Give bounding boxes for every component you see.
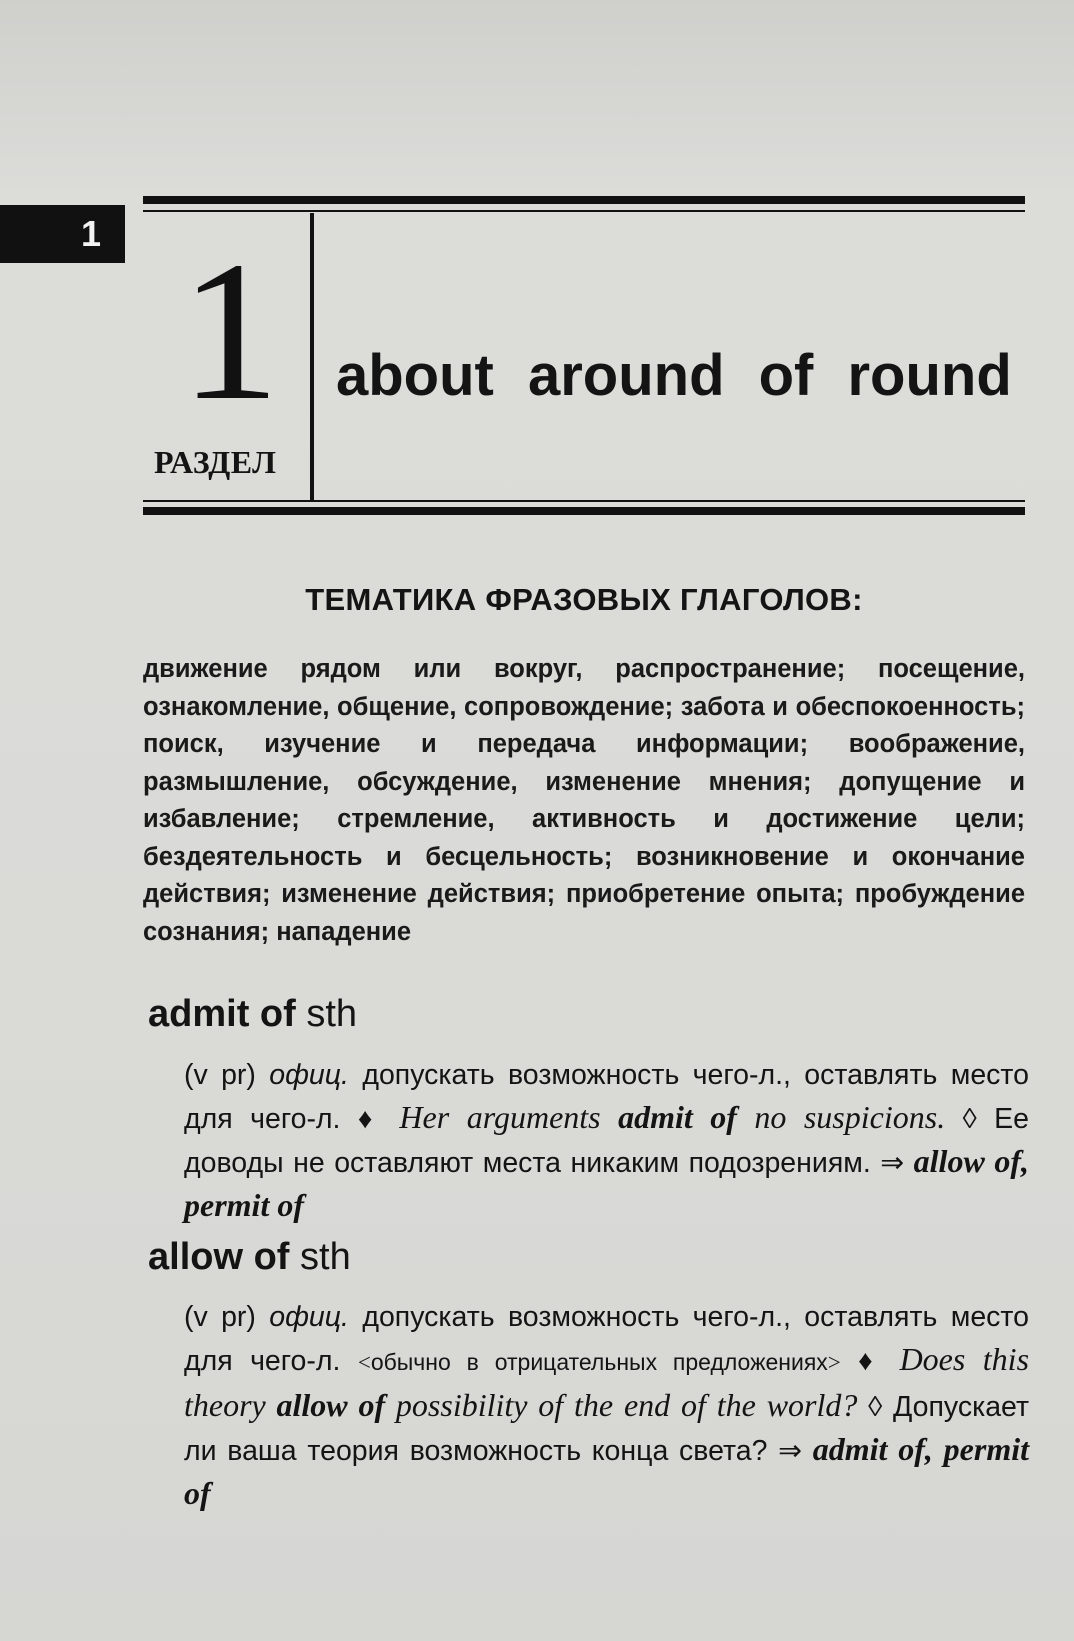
usage-note	[358, 1349, 841, 1375]
headword-verb: allow of	[148, 1236, 290, 1278]
translation-marker-icon: ◊	[868, 1391, 883, 1423]
example-marker-icon: ♦	[357, 1103, 382, 1135]
chapter-title: about around of round	[336, 343, 1012, 408]
example-end: no suspicions.	[754, 1099, 946, 1135]
definition: допускать возможность чего-л., оставлять место для чего-л.	[184, 1059, 1030, 1135]
top-rule-thin	[143, 210, 1025, 212]
usage-close-icon: >	[827, 1350, 841, 1375]
example-verb: admit of	[618, 1099, 737, 1135]
usage-open-icon: <	[357, 1350, 371, 1375]
headword-allow-of	[148, 1235, 351, 1279]
translation: Допускает ли ваша теория возможность конца света?	[184, 1391, 1030, 1467]
synonym-arrow-icon: ⇒	[778, 1435, 803, 1467]
example-end: possibility of the end of the world?	[395, 1387, 858, 1423]
entry-body-admit-of	[184, 1054, 1029, 1228]
translation: Ее доводы не оставляют места никаким подозрениям.	[184, 1103, 1030, 1179]
part-of-speech: (v pr)	[184, 1059, 256, 1091]
bottom-rule-thick	[143, 507, 1025, 515]
headword-object: sth	[306, 993, 358, 1035]
top-rule-thick	[143, 196, 1025, 204]
headword-admit-of	[148, 992, 357, 1036]
headword-object: sth	[300, 1236, 351, 1278]
chapter-tab: 1	[0, 205, 125, 263]
part-of-speech: (v pr)	[184, 1301, 256, 1333]
chapter-number: 1	[180, 221, 280, 442]
synonyms: admit of, permit of	[184, 1431, 1030, 1511]
definition: допускать возможность чего-л., оставлять место для чего-л.	[184, 1301, 1030, 1377]
chapter-label: РАЗДЕЛ	[154, 444, 277, 480]
synonym-arrow-icon: ⇒	[880, 1147, 905, 1179]
example-verb: allow of	[276, 1387, 386, 1423]
register-label: офиц.	[269, 1301, 349, 1333]
bottom-rule-thin	[143, 500, 1025, 502]
headword-verb: admit of	[148, 993, 296, 1035]
example-start: Does this theory	[184, 1341, 1030, 1423]
header-divider	[310, 213, 314, 500]
translation-marker-icon: ◊	[962, 1103, 977, 1135]
synonyms: allow of, permit of	[184, 1143, 1030, 1223]
themes-text: движение рядом или вокруг, распространение; посещение, ознакомление, общение, сопровождение; забота и обеспокоенность; поиск, изучение и передача информации; воображение, размышление, обсуждение, изменение мнения; допущение и избавление; стремление, активность и достижение цели; бездеятельность и бесцельность; возникновение и окончание действия; изменение действия; приобретение опыта; пробуждение сознания; нападение	[143, 655, 1025, 946]
usage-note-text: обычно в отрицательных предложениях	[370, 1349, 828, 1375]
example-marker-icon: ♦	[858, 1345, 883, 1377]
themes-heading: ТЕМАТИКА ФРАЗОВЫХ ГЛАГОЛОВ:	[305, 582, 863, 617]
register-label: офиц.	[269, 1059, 349, 1091]
example-start: Her arguments	[399, 1099, 601, 1135]
entry-body-allow-of	[184, 1296, 1029, 1516]
